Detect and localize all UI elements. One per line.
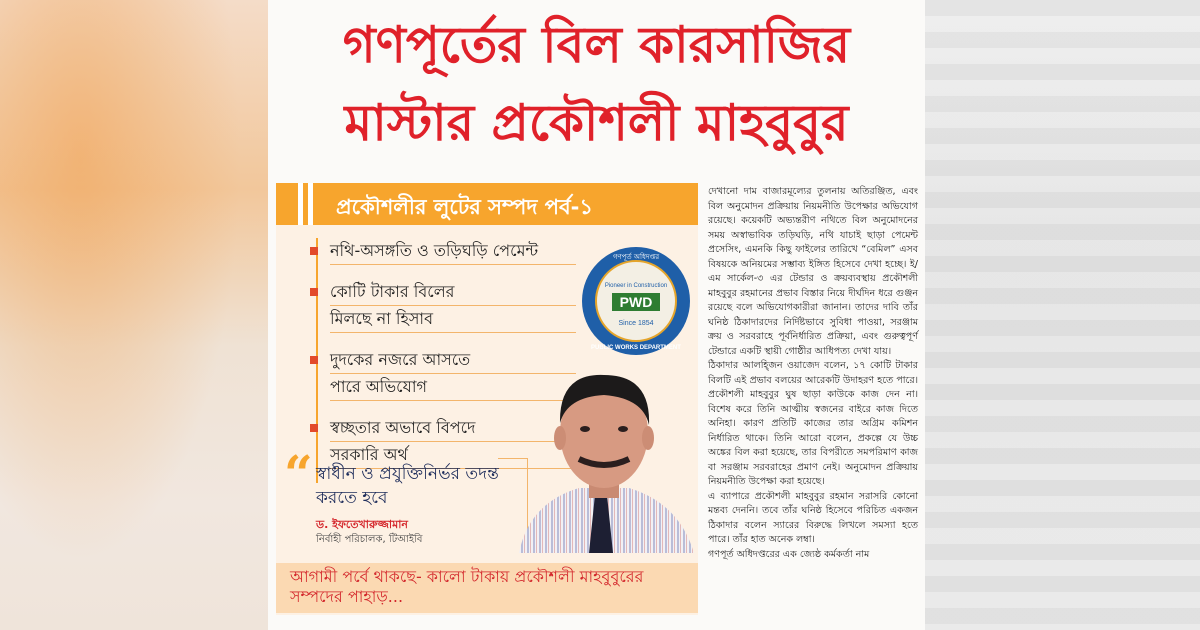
blurred-background-left [0,0,268,630]
article-paragraph: ঠিকাদার আলহ্জিন ওয়াজেদ বলেন, ১৭ কোটি টাকার বিলটি এই প্রভাব বলয়ের আরেকটি উদাহরণ হতে পারে। প্রকৌশলী মাহবুবুর ঘুষ ছাড়া কাউকে কাজ দেন না। বিশেষ করে তিনি আত্মীয় স্বজনের বাইরে কাজ দিতে অনিহা। কারণ প্রতিটি কাজের তার অগ্রিম কমিশন নির্ধারিত থাকে। তিনি আরো বলেন, প্রকল্পে যে উচ্চ অঙ্কের বিল করা হয়েছে, তার বিপরীতে সমপরিমাণ কাজ বা সরঞ্জাম সরবরাহের প্রমাণ নেই। অনুমোদন প্রক্রিয়ায় নিয়মনীতি উপেক্ষা করা হয়েছে। [708,360,918,487]
bullet-item [318,238,576,265]
bullet-item [318,279,576,333]
article-body [708,185,918,562]
logo-bottom-text: PUBLIC WORKS DEPARTMENT [591,345,681,351]
logo-since: Since 1854 [618,320,654,327]
article-paragraph: এ ব্যাপারে প্রকৌশলী মাহবুবুর রহমান সরাসরি কোনো মন্তব্য দেননি। তবে তাঁর ঘনিষ্ঠ হিসেবে পরিচিত একজন ঠিকাদার বলেন স্যারের বিরুদ্ধে লিখলে সমস্যা হতে পারে। তাঁর হাত অনেক লম্বা। [708,490,918,545]
bullet-marker-icon [310,288,318,296]
feature-title: প্রকৌশলীর লুটের সম্পদ পর্ব-১ [336,195,593,219]
article-paragraph: দেখানো দাম বাজারমূল্যের তুলনায় অতিরঞ্জিত, এবং বিল অনুমোদন প্রক্রিয়ায় নিয়মনীতি উপেক্ষার অভিযোগ রয়েছে। কয়েকটি অভ্যন্তরীণ নথিতে বিল অনুমোদনের সময় অস্বাভাবিক তড়িঘড়ি, নথি যাচাই ছাড়া পেমেন্ট প্রসেসিং, এমনকি কিছু ফাইলের তারিখে “বেমিল” এসব বিষয়কে অনিয়মের সম্ভাব্য ইঙ্গিত হিসেবে দেখা হচ্ছে। ই/এম সার্কেল-৩ এর টেন্ডার ও ক্রয়ব্যবস্থায় প্রকৌশলী মাহবুবুর রহমানের প্রভাব বিস্তার নিয়ে দীর্ঘদিন ধরে গুঞ্জন রয়েছে বলে অভিযোগকারীরা জানান। তাদের দাবি তাঁর ঘনিষ্ঠ ঠিকাদারদের নির্দিষ্টভাবে সুবিধা পাওয়া, সরঞ্জাম ক্রয় ও সরবরাহে পূর্বনির্ধারিত প্রক্রিয়া, এবং গুরুত্বপূর্ণ টেন্ডারে একটি স্থায়ী গোষ্ঠীর আধিপত্য দেখা যায়। [708,186,918,357]
quote-text: স্বাধীন ও প্রযুক্তিনির্ভর তদন্ত করতে হবে [316,464,499,508]
pwd-logo [580,245,692,357]
header-divider [308,183,313,225]
next-episode-box [276,563,698,613]
article-paragraph: গণপূর্ত অধিদপ্তরের এক জ্যেষ্ঠ কর্মকর্তা নাম [708,548,870,560]
portrait-photo [509,363,699,553]
bullet-text: পারে অভিযোগ [330,374,576,401]
headline-line-2: মাস্টার প্রকৌশলী মাহবুবুর [344,94,849,152]
bullet-text: নথি-অসঙ্গতি ও তড়িঘড়ি পেমেন্ট [330,238,576,265]
bullet-text: মিলছে না হিসাব [330,306,576,333]
bullet-text: কোটি টাকার বিলের [330,279,576,306]
feature-header [276,183,698,225]
bullet-marker-icon [310,424,318,432]
bullet-text: স্বচ্ছতার অভাবে বিপদে [330,415,576,442]
quote-mark-icon: “ [284,444,313,503]
feature-box [276,183,698,615]
bullet-marker-icon [310,356,318,364]
header-divider [298,183,303,225]
bullet-text: সরকারি অর্থ [330,442,576,469]
logo-top-text: গণপূর্ত অধিদপ্তর [612,253,660,261]
headline-line-1: গণপূর্তের বিল কারসাজির [342,16,851,74]
quote-author: ড. ইফতেখারুজ্জামান [316,518,408,531]
quote-author-role: নির্বাহী পরিচালক, টিআইবি [316,534,423,545]
logo-inner-text: Pioneer in Construction [604,283,668,289]
blurred-background-right [925,0,1200,630]
bullet-marker-icon [310,247,318,255]
newspaper-clipping [268,0,925,630]
logo-letters: PWD [619,294,653,310]
bullet-text: দুদকের নজরে আসতে [330,347,576,374]
next-episode-text: আগামী পর্বে থাকছে- কালো টাকায় প্রকৌশলী মাহবুবুরের সম্পদের পাহাড়... [290,567,644,606]
